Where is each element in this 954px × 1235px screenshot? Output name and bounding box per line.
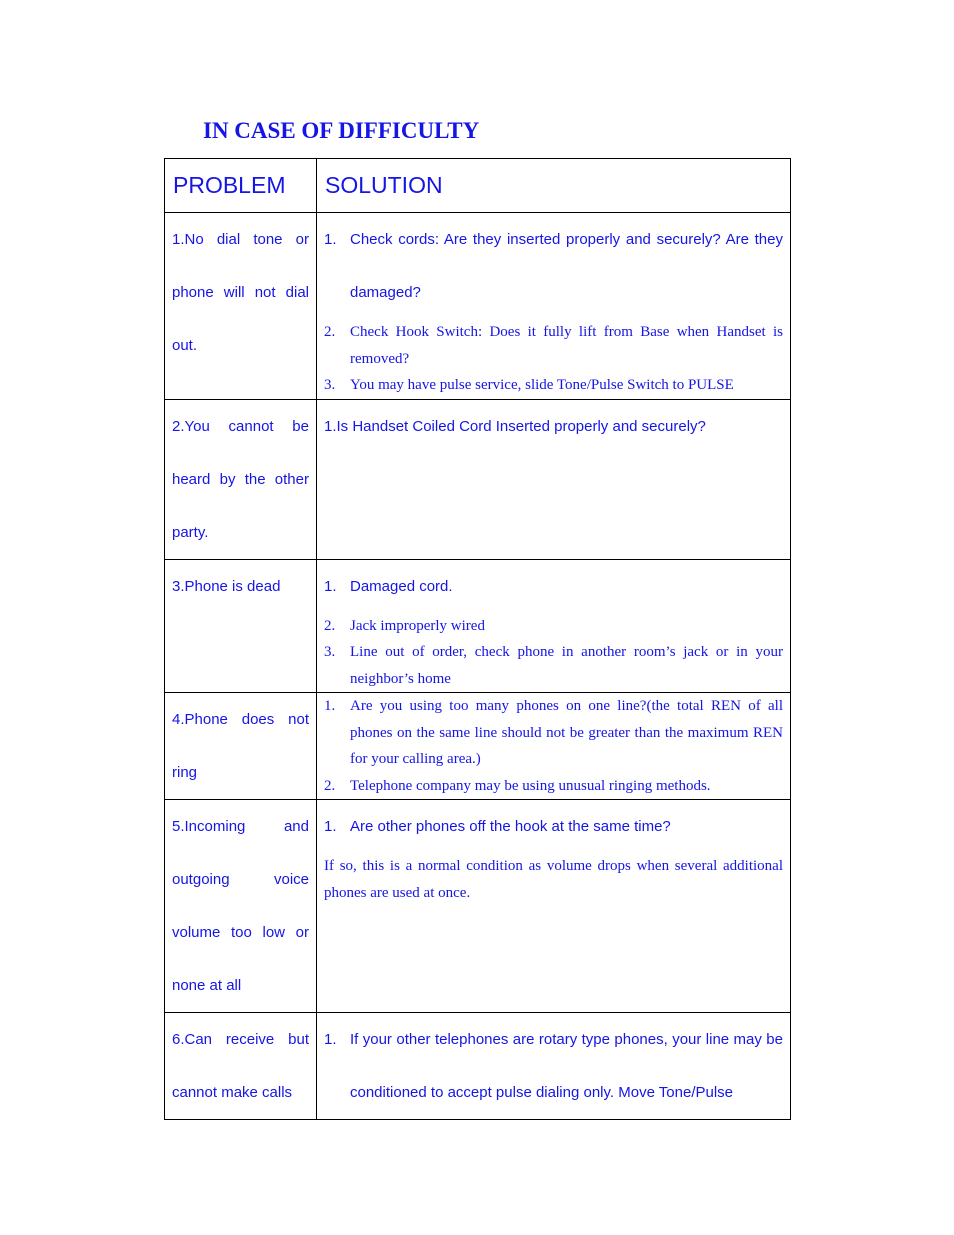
item-number: 3.: [324, 644, 336, 660]
item-number: 1.: [324, 698, 336, 714]
problem-line: none at all: [172, 977, 242, 994]
problem-line: phone will not dial: [172, 284, 309, 301]
problem-cell: [165, 559, 317, 693]
item-text: Check cords: Are they inserted properly and securely? Are they damaged?: [350, 231, 783, 301]
solution-item: [324, 773, 783, 800]
problem-line: outgoing voice: [172, 871, 309, 888]
problem-line: party.: [172, 523, 209, 541]
item-text: Telephone company may be using unusual ringing methods.: [350, 777, 711, 794]
problem-line: out.: [172, 337, 198, 354]
item-text: Are you using too many phones on one line?(the total REN of all phones on the same line should not be greater than the maximum REN for your calling area.): [350, 698, 783, 767]
item-text: If your other telephones are rotary type phones, your line may be conditioned to accept pulse dialing only. Move Tone/Pulse: [350, 1031, 783, 1101]
solution-item: [324, 372, 783, 399]
problem-cell: [165, 213, 317, 400]
problem-header: PROBLEM: [165, 159, 317, 213]
item-text: You may have pulse service, slide Tone/Pulse Switch to PULSE: [350, 377, 734, 393]
solution-cell: [317, 559, 791, 693]
item-text: Damaged cord.: [350, 577, 453, 595]
item-number: 1.: [324, 818, 337, 835]
item-text: Jack improperly wired: [350, 617, 485, 634]
solution-item: [324, 213, 783, 319]
solution-cell: [317, 213, 791, 400]
problem-line: 3.Phone is dead: [172, 577, 281, 595]
solution-header: SOLUTION: [317, 159, 791, 213]
problem-line: 4.Phone does not: [172, 711, 309, 728]
item-text: Are other phones off the hook at the same time?: [350, 818, 671, 835]
solution-item: [324, 800, 783, 853]
item-number: 1.: [324, 1031, 337, 1048]
problem-line: 6.Can receive but: [172, 1031, 309, 1048]
problem-line: heard by the other: [172, 470, 309, 488]
item-text: Check Hook Switch: Does it fully lift from Base when Handset is removed?: [350, 324, 783, 367]
problem-line: 2.You cannot be: [172, 417, 309, 435]
table-row: [165, 1013, 791, 1120]
problem-line: cannot make calls: [172, 1084, 293, 1101]
solution-text: 1.Is Handset Coiled Cord Inserted properly and securely?: [324, 417, 706, 435]
item-number: 1.: [324, 577, 337, 595]
solution-item: [324, 319, 783, 372]
solution-cell: [317, 800, 791, 1013]
solution-cell: [317, 399, 791, 559]
item-number: 1.: [324, 231, 337, 248]
solution-cell: [317, 693, 791, 800]
problem-cell: [165, 1013, 317, 1120]
troubleshooting-table: [164, 158, 791, 1120]
page-title: IN CASE OF DIFFICULTY: [203, 118, 480, 143]
problem-line: 5.Incoming and: [172, 818, 309, 835]
item-number: 3.: [324, 377, 336, 393]
table-row: [165, 399, 791, 559]
solution-item: [324, 1013, 783, 1119]
solution-item: [324, 560, 783, 613]
table-row: [165, 559, 791, 693]
solution-item: [324, 613, 783, 640]
problem-line: volume too low or: [172, 924, 309, 941]
problem-cell: [165, 800, 317, 1013]
solution-item: [324, 693, 783, 773]
item-number: 2.: [324, 777, 336, 794]
table-row: [165, 213, 791, 400]
item-number: 2.: [324, 324, 336, 340]
table-row: [165, 800, 791, 1013]
table-row: [165, 693, 791, 800]
solution-note: If so, this is a normal condition as volume drops when several additional phones are used at once.: [324, 858, 783, 901]
problem-line: ring: [172, 764, 198, 781]
item-number: 2.: [324, 617, 336, 634]
solution-item: [324, 639, 783, 692]
item-text: Line out of order, check phone in another room’s jack or in your neighbor’s home: [350, 644, 783, 687]
solution-cell: [317, 1013, 791, 1120]
problem-line: 1.No dial tone or: [172, 231, 309, 248]
table-header-row: [165, 159, 791, 213]
problem-cell: [165, 693, 317, 800]
problem-cell: [165, 399, 317, 559]
